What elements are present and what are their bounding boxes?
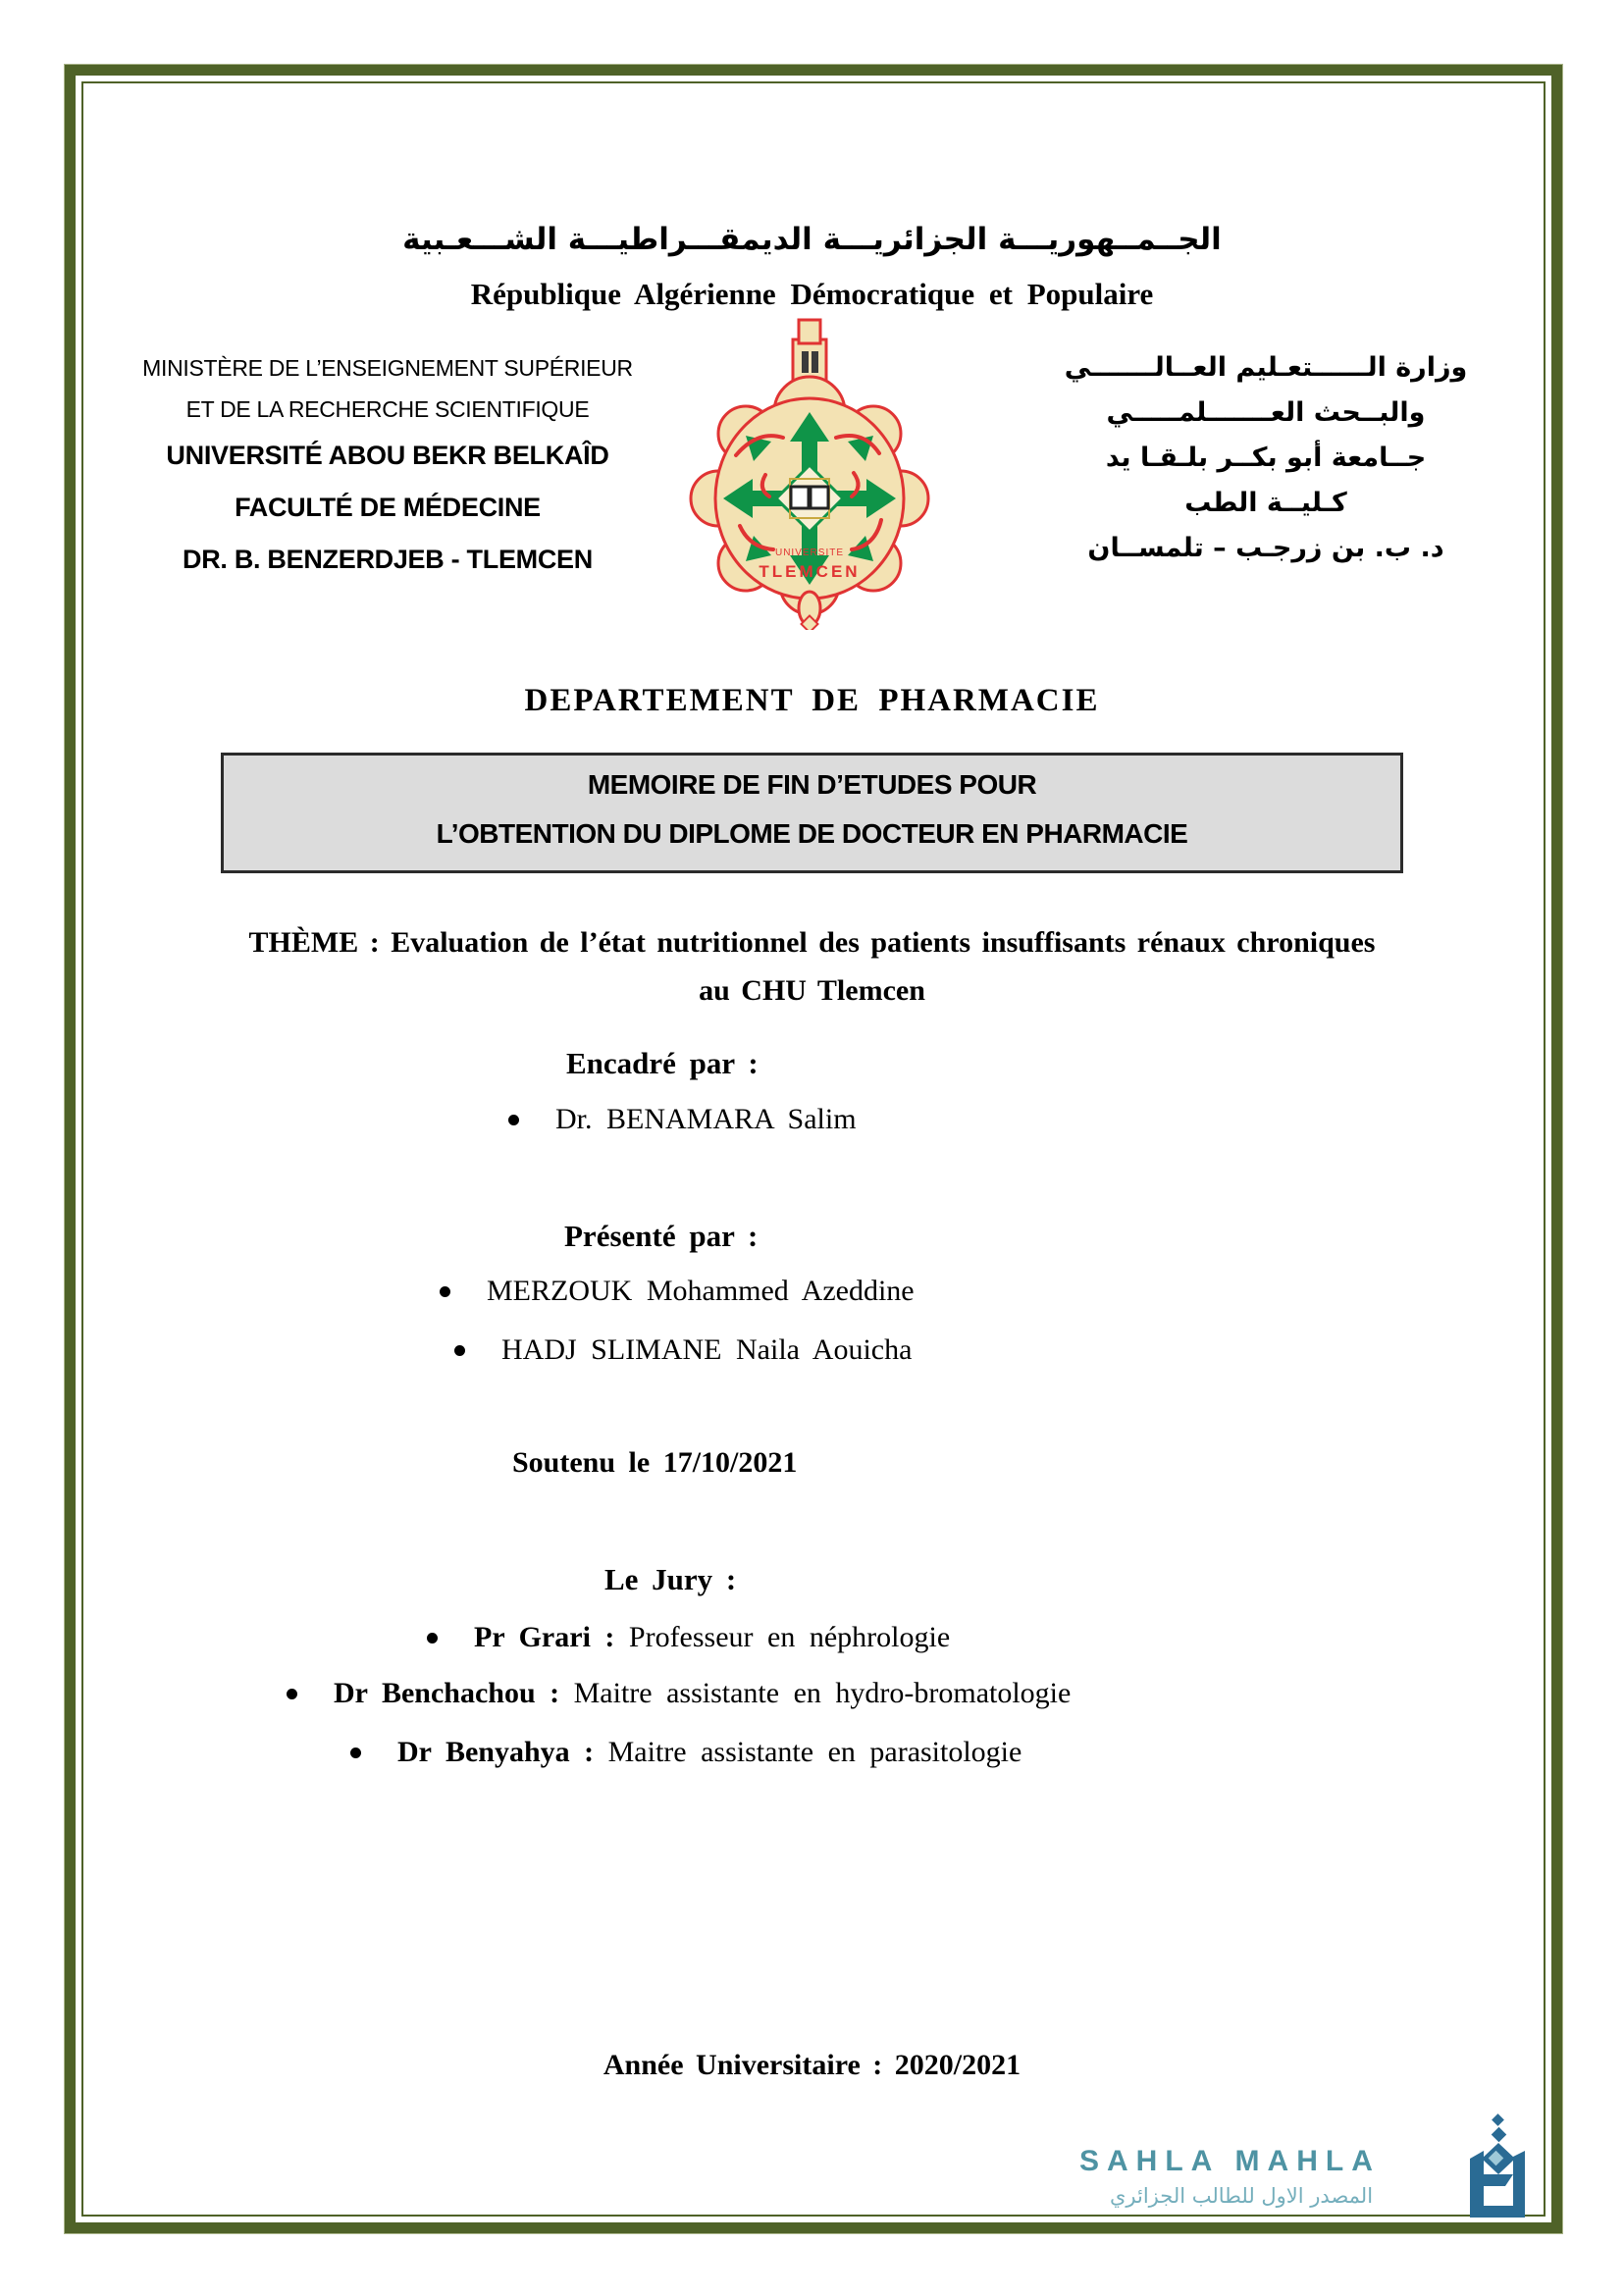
- jury-member-name: Dr Benchachou :: [334, 1677, 560, 1709]
- theme-title: [0, 918, 1624, 1015]
- memoire-line-2: L’OBTENTION DU DIPLOME DE DOCTEUR EN PHARMACIE: [436, 818, 1188, 849]
- bullet-icon: [427, 1633, 438, 1644]
- university-name: UNIVERSITÉ ABOU BEKR BELKAÎD: [166, 441, 609, 470]
- bullet-icon: [454, 1345, 465, 1356]
- bullet-icon: [440, 1286, 450, 1297]
- bullet-icon: [287, 1689, 297, 1699]
- memoire-line-1: MEMOIRE DE FIN D’ETUDES POUR: [587, 769, 1037, 800]
- defense-date: Soutenu le 17/10/2021: [512, 1446, 798, 1479]
- republic-title-arabic: الجــمــهوريـــة الجزائريـــة الديمقـــراطيـــة الشـــعـبية: [402, 222, 1222, 257]
- presenters-label: Présenté par :: [564, 1219, 759, 1253]
- bullet-icon: [350, 1748, 361, 1758]
- campus-name: DR. B. BENZERDJEB - TLEMCEN: [183, 545, 593, 574]
- watermark-brand: SAHLA MAHLA: [1079, 2145, 1381, 2177]
- watermark-tagline-arabic: المصدر الاول للطالب الجزائري: [1109, 2184, 1374, 2208]
- ministry-block-arabic: [1035, 345, 1496, 571]
- supervisor-item: [508, 1103, 857, 1136]
- ministry-arabic-line-5: د. ب. بن زرجـب – تلمســان: [1087, 533, 1444, 563]
- theme-line-2: au CHU Tlemcen: [699, 974, 925, 1007]
- supervisor-label: Encadré par :: [566, 1046, 759, 1080]
- memoire-title-box: [221, 753, 1403, 873]
- logo-universite-label: UNIVERSITE: [774, 548, 845, 558]
- republic-title-french: République Algérienne Démocratique et Populaire: [470, 277, 1154, 311]
- jury-member-row: [287, 1677, 1071, 1710]
- ministry-line-2: ET DE LA RECHERCHE SCIENTIFIQUE: [185, 396, 590, 422]
- ministry-arabic-line-1: وزارة الــــــتعـليم العــالـــــــي: [1064, 352, 1468, 383]
- jury-label: Le Jury :: [604, 1562, 737, 1596]
- jury-member: [397, 1736, 1022, 1769]
- jury-member-row: [427, 1621, 950, 1654]
- watermark-emblem: [1458, 2113, 1537, 2226]
- jury-member-name: Dr Benyahya :: [397, 1736, 595, 1768]
- jury-member: [334, 1677, 1071, 1710]
- jury-member-name: Pr Grari :: [474, 1621, 615, 1653]
- supervisor-name: Dr. BENAMARA Salim: [555, 1103, 857, 1135]
- jury-member-row: [350, 1736, 1022, 1769]
- faculty-name: FACULTÉ DE MÉDECINE: [235, 493, 541, 522]
- academic-year: Année Universitaire : 2020/2021: [602, 2049, 1022, 2081]
- bullet-icon: [508, 1115, 519, 1125]
- ministry-arabic-line-2: والبــحث العـــــــلمـــــي: [1106, 397, 1426, 428]
- presenter-item: [454, 1333, 912, 1367]
- ministry-arabic-line-3: جــامعة أبو بكــر بلـقـا يد: [1105, 443, 1427, 473]
- logo-tlemcen-label: TLEMCEN: [759, 562, 861, 581]
- jury-member: [474, 1621, 950, 1654]
- presenter-name: MERZOUK Mohammed Azeddine: [487, 1275, 915, 1307]
- department-title: DEPARTEMENT DE PHARMACIE: [524, 683, 1100, 718]
- university-tlemcen-logo: [689, 318, 930, 630]
- jury-member-role: Maitre assistante en hydro-bromatologie: [573, 1677, 1072, 1709]
- university-logo-icon: [689, 318, 930, 630]
- theme-line-1: THÈME : Evaluation de l’état nutritionnel des patients insuffisants rénaux chroniques: [248, 926, 1376, 959]
- jury-member-role: Maitre assistante en parasitologie: [607, 1736, 1022, 1768]
- ministry-block-french: [93, 347, 682, 586]
- jury-member-role: Professeur en néphrologie: [628, 1621, 951, 1653]
- presenter-item: [440, 1275, 915, 1308]
- ministry-line-1: MINISTÈRE DE L’ENSEIGNEMENT SUPÉRIEUR: [142, 355, 633, 381]
- sahla-mahla-emblem-icon: [1458, 2113, 1537, 2221]
- presenter-name: HADJ SLIMANE Naila Aouicha: [501, 1333, 913, 1366]
- ministry-arabic-line-4: كـليــة الطب: [1184, 488, 1347, 518]
